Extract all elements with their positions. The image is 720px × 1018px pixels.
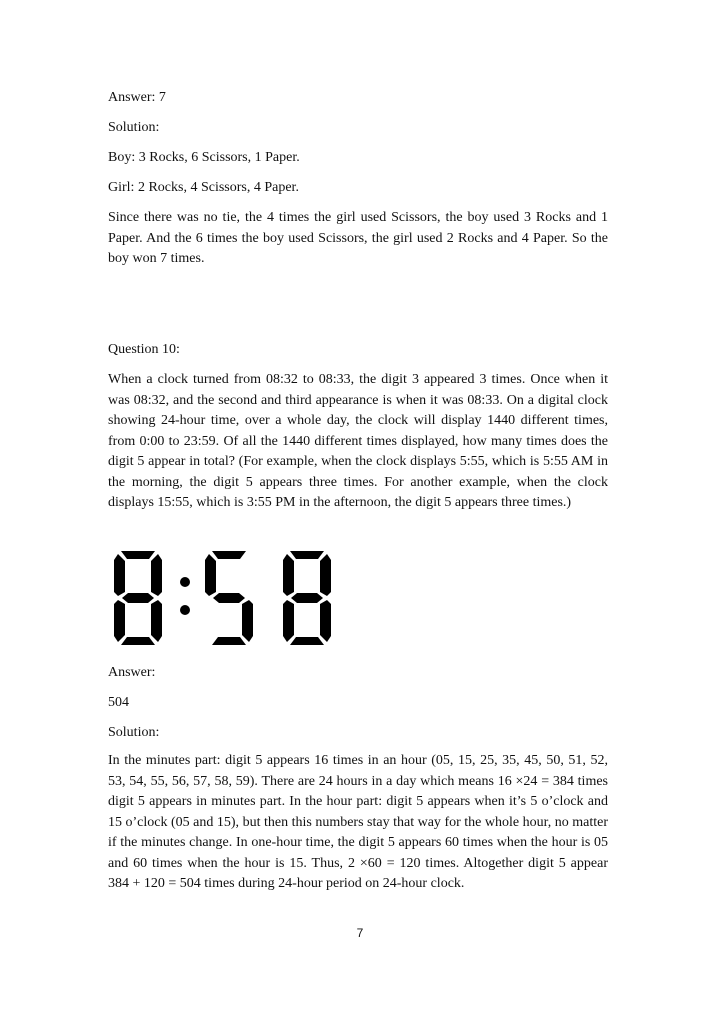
answer-10-label: Answer: [108,665,156,680]
solution-9-label: Solution: [108,120,160,135]
answer-10-value: 504 [108,695,129,710]
clock-colon-top [180,577,190,587]
solution-9-explanation: Since there was no tie, the 4 times the girl used Scissors, the boy used 3 Rocks and 1 Paper. And the 6 times the boy used Scissors, the girl used 2 Rocks and 4 Paper. So the boy won 7 times. [108,210,608,266]
clock-colon-bottom [180,605,190,615]
question-10-text: When a clock turned from 08:32 to 08:33, the digit 3 appeared 3 times. Once when it was 08:32, and the second and third appearance is when it was 08:33. On a digital clock showing 24-hour time, over a whole day, the clock will display 1440 different times, from 0:00 to 23:59. Of all the 1440 different times displayed, how many times does the digit 5 appear in total? (For example, when the clock displays 5:55, which is 5:55 AM in the morning, the digit 5 appears three times. For another example, when the clock displays 15:55, which is 3:55 PM in the afternoon, the digit 5 appears three times.) [108,372,608,510]
clock-display-graphic [108,548,344,648]
boy-line: Boy: 3 Rocks, 6 Scissors, 1 Paper. [108,150,300,165]
question-10-heading: Question 10: [108,342,180,357]
girl-line: Girl: 2 Rocks, 4 Scissors, 4 Paper. [108,180,299,195]
page-number: 7 [356,926,364,940]
answer-9-line: Answer: 7 [108,90,166,105]
solution-10-text: In the minutes part: digit 5 appears 16 times in an hour (05, 15, 25, 35, 45, 50, 51, 52, 53, 54, 55, 56, 57, 58, 59). There are 24 hours in a day which means 16 ×24 = 384 times digit 5 appears in minutes part. In the hour part: digit 5 appears when it’s 5 o’clock and 15 o’clock (05 and 15), but then this numbers stay that way for the whole hour, no matter if the minutes change. In one-hour time, the digit 5 appears 60 times when the hour is 05 and 60 times when the hour is 15. Thus, 2 ×60 = 120 times. Altogether digit 5 appear 384 + 120 = 504 times during 24-hour period on 24-hour clock. [108,753,608,891]
clock-digit-8-left [114,551,162,645]
digital-clock-image [108,548,344,648]
clock-digit-5 [205,551,253,645]
solution-10-label: Solution: [108,725,160,740]
clock-digit-8-right [283,551,331,645]
